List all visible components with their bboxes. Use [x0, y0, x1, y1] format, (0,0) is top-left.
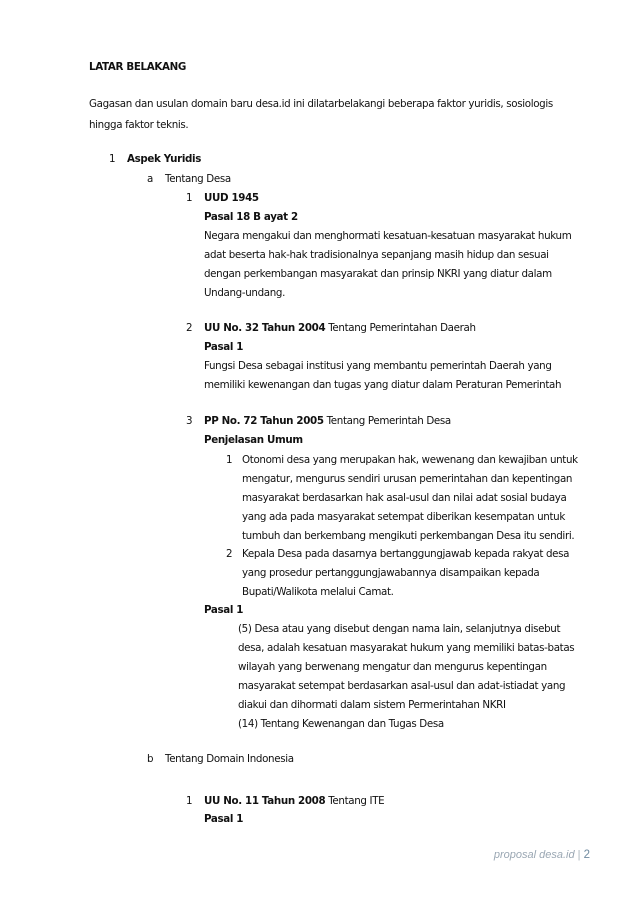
pasal-title: Pasal 1: [204, 813, 244, 825]
list-letter: b: [147, 753, 154, 765]
list-number: 1: [186, 795, 193, 807]
list-number: 2: [226, 548, 233, 560]
footer-brand: proposal desa.id: [493, 849, 575, 861]
section-heading: LATAR BELAKANG: [89, 61, 186, 73]
subsection-title: Tentang Domain Indonesia: [165, 753, 294, 765]
law-line: [204, 795, 384, 808]
paragraph-line: (5) Desa atau yang disebut dengan nama lain, selanjutnya disebut: [238, 623, 561, 635]
intro-line-2: hingga faktor teknis.: [89, 119, 189, 131]
paragraph-line: Undang-undang.: [204, 287, 286, 299]
law-line: [204, 322, 476, 335]
list-letter: a: [147, 173, 153, 185]
footer-separator: |: [574, 849, 584, 861]
pasal-title: Pasal 1: [204, 604, 244, 616]
paragraph-line: Fungsi Desa sebagai institusi yang membantu pemerintah Daerah yang: [204, 360, 552, 372]
paragraph-line: Negara mengakui dan menghormati kesatuan-kesatuan masyarakat hukum: [204, 230, 572, 242]
paragraph-line: desa, adalah kesatuan masyarakat hukum yang memiliki batas-batas: [238, 642, 575, 654]
paragraph-line: Bupati/Walikota melalui Camat.: [242, 586, 394, 598]
penjelasan-title: Penjelasan Umum: [204, 434, 303, 446]
paragraph-line: tumbuh dan berkembang mengikuti perkembangan Desa itu sendiri.: [242, 530, 575, 542]
list-number: 1: [226, 454, 233, 466]
paragraph-line: yang ada pada masyarakat setempat diberikan kesempatan untuk: [242, 511, 565, 523]
law-title: PP No. 72 Tahun 2005: [204, 415, 324, 427]
subsection-title: Tentang Desa: [165, 173, 231, 185]
list-number: 1: [109, 153, 116, 165]
paragraph-line: mengatur, mengurus sendiri urusan pemerintahan dan kepentingan: [242, 473, 573, 485]
paragraph-line: adat beserta hak-hak tradisionalnya sepanjang masih hidup dan sesuai: [204, 249, 549, 261]
aspect-title: Aspek Yuridis: [127, 153, 202, 165]
page-footer: [494, 849, 590, 861]
pasal-title: Pasal 1: [204, 341, 244, 353]
law-title: UU No. 11 Tahun 2008: [204, 795, 326, 807]
paragraph-line: Otonomi desa yang merupakan hak, wewenang dan kewajiban untuk: [242, 454, 578, 466]
paragraph-line: wilayah yang berwenang mengatur dan mengurus kepentingan: [238, 661, 547, 673]
list-number: 2: [186, 322, 193, 334]
intro-line-1: Gagasan dan usulan domain baru desa.id ini dilatarbelakangi beberapa faktor yuridis, sosiologis: [89, 98, 553, 110]
law-title: UUD 1945: [204, 192, 259, 204]
paragraph-line: (14) Tentang Kewenangan dan Tugas Desa: [238, 718, 444, 730]
paragraph-line: diakui dan dihormati dalam sistem Permerintahan NKRI: [238, 699, 506, 711]
paragraph-line: dengan perkembangan masyarakat dan prinsip NKRI yang diatur dalam: [204, 268, 552, 280]
paragraph-line: masyarakat berdasarkan hak asal-usul dan nilai adat sosial budaya: [242, 492, 567, 504]
paragraph-line: masyarakat setempat berdasarkan asal-usul dan adat-istiadat yang: [238, 680, 566, 692]
law-subject: Tentang ITE: [325, 795, 385, 807]
law-title: UU No. 32 Tahun 2004: [204, 322, 326, 334]
list-number: 3: [186, 415, 193, 427]
law-subject: Tentang Pemerintahan Daerah: [325, 322, 476, 334]
pasal-title: Pasal 18 B ayat 2: [204, 211, 298, 223]
law-line: [204, 415, 451, 428]
paragraph-line: memiliki kewenangan dan tugas yang diatur dalam Peraturan Pemerintah: [204, 379, 562, 391]
list-number: 1: [186, 192, 193, 204]
law-subject: Tentang Pemerintah Desa: [323, 415, 451, 427]
page-number: 2: [583, 849, 590, 861]
paragraph-line: yang prosedur pertanggungjawabannya disampaikan kepada: [242, 567, 540, 579]
paragraph-line: Kepala Desa pada dasarnya bertanggungjawab kepada rakyat desa: [242, 548, 570, 560]
